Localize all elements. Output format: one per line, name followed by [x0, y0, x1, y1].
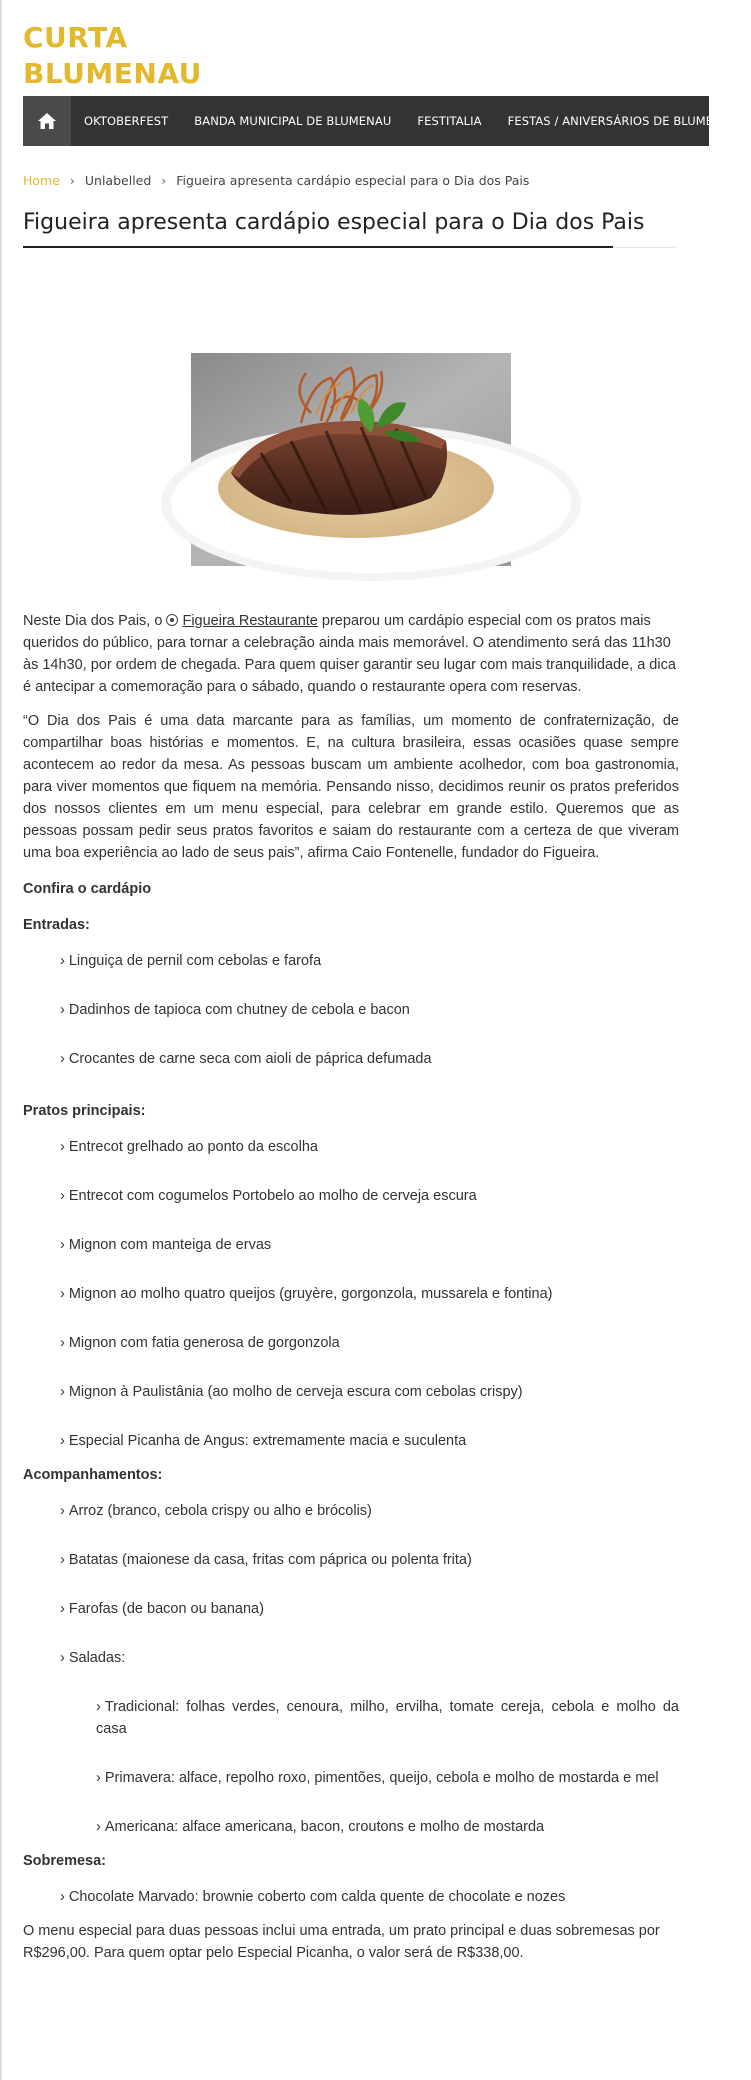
list-item: › Arroz (branco, cebola crispy ou alho e brócolis) — [60, 1503, 372, 1519]
site-title-line1: CURTA — [23, 21, 128, 54]
nav-item-banda-municipal[interactable]: BANDA MUNICIPAL DE BLUMENAU — [194, 114, 392, 128]
list-item: › Saladas: › Tradicional: folhas verdes, cenoura, milho, ervilha, tomate cereja, cebola e molho da casa › Primavera: alface, repolho roxo, pimentões, queijo, cebola e molho de mostarda e mel › Americana: alface americana, bacon, croutons e molho de mostarda — [60, 1647, 679, 1838]
chevron-right-icon: › — [60, 1188, 65, 1204]
list-item: › Crocantes de carne seca com aioli de páprica defumada — [60, 1051, 432, 1067]
list-item: › Mignon à Paulistânia (ao molho de cerveja escura com cebolas crispy) — [60, 1384, 523, 1400]
list-item: › Entrecot com cogumelos Portobelo ao molho de cerveja escura — [60, 1188, 477, 1204]
breadcrumb-category-link[interactable]: Unlabelled — [84, 173, 152, 188]
intro-text-before: Neste Dia dos Pais, o — [23, 613, 167, 629]
saladas-list — [60, 1696, 679, 1838]
acompanhamentos-list — [23, 1500, 679, 1838]
chevron-right-icon: › — [60, 1384, 65, 1400]
breadcrumb — [23, 173, 529, 188]
list-item: › Primavera: alface, repolho roxo, pimentões, queijo, cebola e molho de mostarda e mel — [96, 1770, 659, 1786]
chevron-right-icon: › — [60, 953, 65, 969]
list-item: › Americana: alface americana, bacon, croutons e molho de mostarda — [96, 1819, 545, 1835]
article-title: Figueira apresenta cardápio especial para o Dia dos Pais — [23, 210, 645, 235]
entradas-list — [23, 950, 679, 1070]
list-item: › Mignon com manteiga de ervas — [60, 1237, 272, 1253]
chevron-right-icon: › — [60, 1650, 65, 1666]
location-pin-icon — [166, 614, 178, 626]
quote-paragraph: “O Dia dos Pais é uma data marcante para as famílias, um momento de confraternização, de compartilhar boas histórias e momentos. E, na cultura brasileira, essas ocasiões quase sempre acontecem ao redor da mesa. As pessoas buscam um ambiente acolhedor, com boa gastronomia, para viver momentos que fiquem na memória. Pensando nisso, decidimos reunir os pratos preferidos dos nossos clientes em um menu especial, para celebrar em grande estilo. Queremos que as pessoas possam pedir seus pratos favoritos e saiam do restaurante com a certeza de que viveram uma boa experiência ao lado de seus pais”, afirma Caio Fontenelle, fundador do Figueira. — [23, 713, 679, 861]
list-item: › Linguiça de pernil com cebolas e farofa — [60, 953, 322, 969]
pratos-heading: Pratos principais: — [23, 1103, 146, 1119]
breadcrumb-home-link[interactable]: Home — [23, 173, 60, 188]
intro-paragraph — [23, 610, 679, 698]
pratos-list — [23, 1136, 679, 1452]
intro-text-after: preparou um cardápio especial com os pratos mais queridos do público, para tornar a celebração ainda mais memorável. O atendimento será das 11h30 às 14h30, por ordem de chegada. Para quem quiser garantir seu lugar com mais tranquilidade, a dica é antecipar a comemoração para o sábado, quando o restaurante opera com reservas. — [23, 613, 676, 695]
chevron-right-icon: › — [96, 1770, 101, 1786]
chevron-right-icon: › — [60, 1601, 65, 1617]
figueira-restaurante-link[interactable]: Figueira Restaurante — [182, 613, 318, 629]
chevron-right-icon: › — [60, 1237, 65, 1253]
site-title[interactable] — [23, 20, 323, 92]
list-item: › Especial Picanha de Angus: extremamente macia e suculenta — [60, 1433, 467, 1449]
nav-menu — [71, 96, 751, 146]
title-underline — [23, 246, 613, 248]
sobremesa-heading: Sobremesa: — [23, 1853, 107, 1869]
chevron-right-icon: › — [60, 1889, 65, 1905]
article-content — [23, 610, 679, 1976]
list-item: › Tradicional: folhas verdes, cenoura, milho, ervilha, tomate cereja, cebola e molho da casa — [96, 1699, 679, 1737]
list-item: › Mignon com fatia generosa de gorgonzola — [60, 1335, 340, 1351]
chevron-right-icon: › — [60, 1433, 65, 1449]
closing-paragraph: O menu especial para duas pessoas inclui uma entrada, um prato principal e duas sobremesas por R$296,00. Para quem optar pelo Especial Picanha, o valor será de R$338,00. — [23, 1923, 660, 1961]
breadcrumb-separator: › — [161, 173, 167, 188]
list-item: › Chocolate Marvado: brownie coberto com calda quente de chocolate e nozes — [60, 1889, 566, 1905]
steak-dish-image — [191, 353, 511, 566]
chevron-right-icon: › — [60, 1335, 65, 1351]
acompanhamentos-heading: Acompanhamentos: — [23, 1467, 163, 1483]
chevron-right-icon: › — [60, 1503, 65, 1519]
main-navigation — [23, 96, 739, 146]
chevron-right-icon: › — [96, 1699, 101, 1715]
nav-item-festas-aniversarios[interactable]: FESTAS / ANIVERSÁRIOS DE BLUMENAU — [507, 114, 739, 128]
entradas-heading: Entradas: — [23, 917, 90, 933]
list-item: › Mignon ao molho quatro queijos (gruyère, gorgonzola, mussarela e fontina) — [60, 1286, 553, 1302]
nav-item-festitalia[interactable]: FESTITALIA — [417, 114, 482, 128]
list-item: › Batatas (maionese da casa, fritas com páprica ou polenta frita) — [60, 1552, 472, 1568]
home-icon — [38, 113, 56, 129]
list-item: › Farofas (de bacon ou banana) — [60, 1601, 264, 1617]
nav-item-oktoberfest[interactable]: OKTOBERFEST — [84, 114, 169, 128]
chevron-right-icon: › — [60, 1552, 65, 1568]
chevron-right-icon: › — [60, 1002, 65, 1018]
chevron-right-icon: › — [60, 1286, 65, 1302]
chevron-right-icon: › — [60, 1051, 65, 1067]
menu-heading: Confira o cardápio — [23, 881, 152, 897]
site-title-line2: BLUMENAU — [23, 57, 202, 90]
list-item: › Dadinhos de tapioca com chutney de cebola e bacon — [60, 1002, 410, 1018]
chevron-right-icon: › — [96, 1819, 101, 1835]
breadcrumb-separator: › — [69, 173, 75, 188]
chevron-right-icon: › — [60, 1139, 65, 1155]
sobremesa-list — [23, 1886, 679, 1908]
nav-home-button[interactable] — [23, 96, 71, 146]
list-item: › Entrecot grelhado ao ponto da escolha — [60, 1139, 318, 1155]
breadcrumb-current: Figueira apresenta cardápio especial para o Dia dos Pais — [176, 173, 530, 188]
